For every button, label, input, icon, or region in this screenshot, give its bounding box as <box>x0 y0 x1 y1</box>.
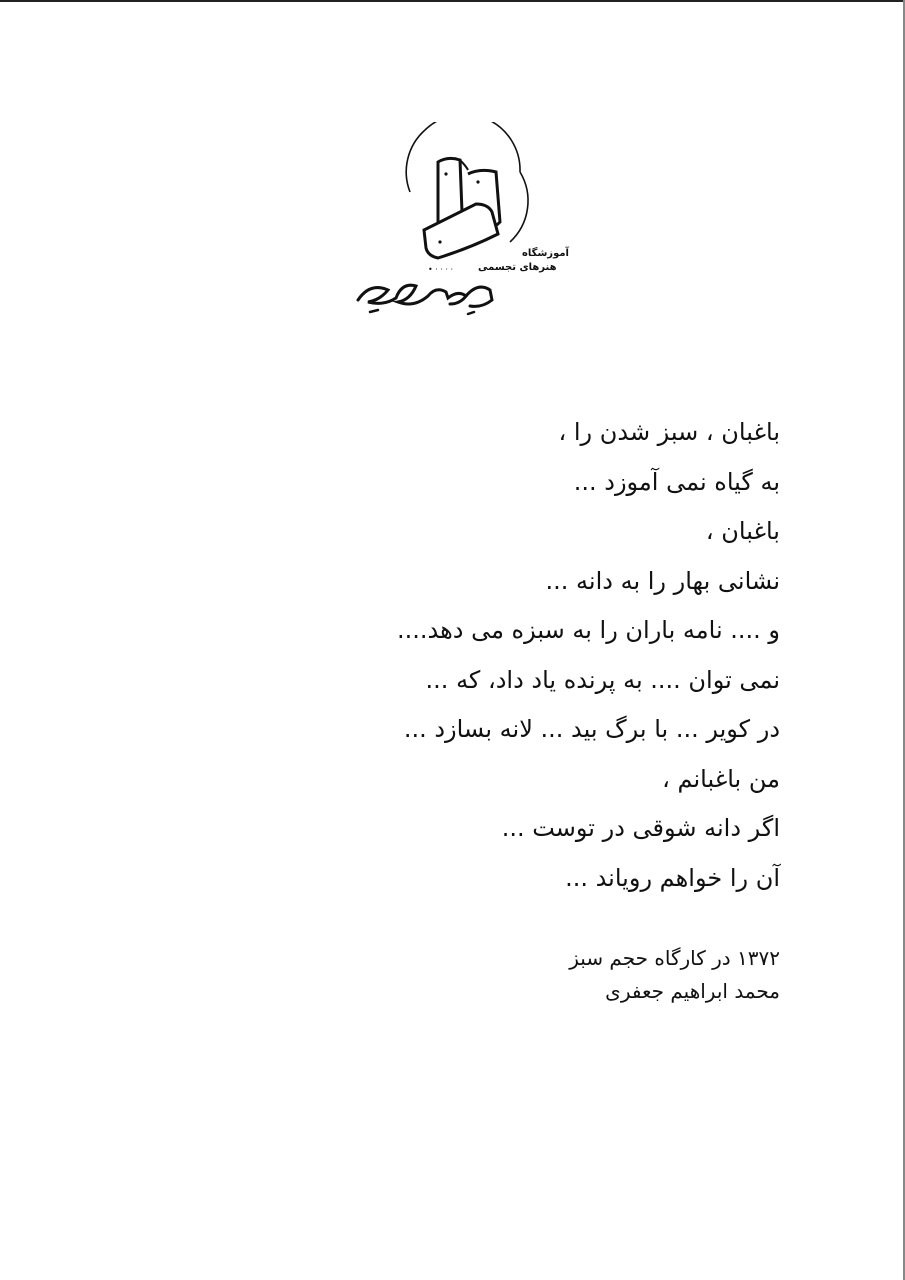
logo-emblem-icon <box>350 122 580 322</box>
poem-line: نمی توان .... به پرنده یاد داد، که ... <box>425 665 780 694</box>
svg-text:• · · · ·: • · · · · <box>428 265 454 274</box>
poem-line: آن را خواهم رویاند ... <box>565 863 780 892</box>
poem-line: و .... نامه باران را به سبزه می دهد.... <box>396 616 780 644</box>
poem-line: اگر دانه شوقی در توست ... <box>501 814 780 842</box>
logo-subtitle-school: آموزشگاه <box>522 248 569 259</box>
poem-line: به گیاه نمی آموزد ... <box>573 467 780 496</box>
poem-line: نشانی بهار را به دانه ... <box>545 566 780 595</box>
signature-date-place: ۱۳۷۲ در کارگاه حجم سبز <box>569 946 780 970</box>
school-logo <box>350 122 580 322</box>
poem-line: باغبان ، <box>705 517 780 545</box>
logo-subtitle-arts: هنرهای تجسمی <box>478 262 557 273</box>
poem-line: من باغبانم ، <box>662 764 780 793</box>
signature-author: محمد ابراهیم جعفری <box>605 979 780 1003</box>
poem-line: در کویر ... با برگ بید ... لانه بسازد ... <box>403 715 780 743</box>
poem <box>300 408 780 903</box>
top-border <box>0 0 905 2</box>
signature <box>380 942 780 1008</box>
poem-line: باغبان ، سبز شدن را ، <box>558 418 780 446</box>
